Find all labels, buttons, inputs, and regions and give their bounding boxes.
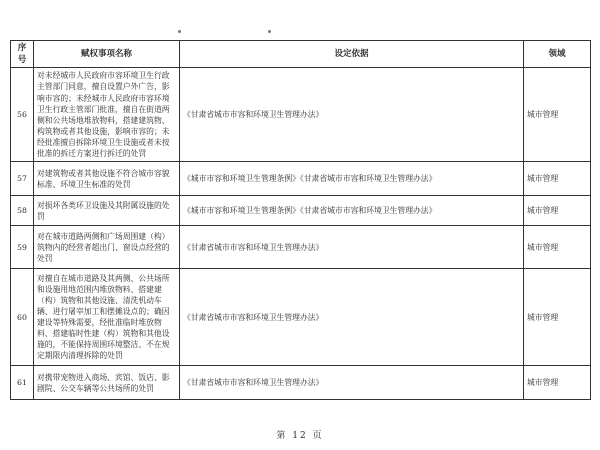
scan-dot — [178, 30, 181, 33]
domain-cell: 城市管理 — [524, 68, 591, 162]
row-number: 56 — [11, 68, 34, 162]
table-row — [11, 162, 591, 196]
legal-basis: 《甘肃省城市市容和环境卫生管理办法》 — [180, 68, 524, 162]
legal-basis: 《甘肃省城市市容和环境卫生管理办法》 — [180, 226, 524, 269]
domain-cell: 城市管理 — [524, 196, 591, 226]
scan-dot — [268, 30, 271, 33]
row-number: 58 — [11, 196, 34, 226]
row-number: 59 — [11, 226, 34, 269]
authority-table — [10, 40, 591, 400]
item-name: 对未经城市人民政府市容环境卫生行政主管部门同意，擅自设置户外广告，影响市容的；未经城市人民政府市容环境卫生行政主管部门批准，擅自在街道两侧和公共场地堆放物料，搭建建筑物、构筑物或者其他设施，影响市容的；未经批准擅自拆除环境卫生设施或者未按批准的拆迁方案进行拆迁的处罚 — [34, 68, 180, 162]
header-domain: 领域 — [524, 41, 591, 68]
legal-basis: 《城市市容和环境卫生管理条例》《甘肃省城市市容和环境卫生管理办法》 — [180, 196, 524, 226]
item-name: 对擅自在城市道路及其两侧、公共场所和设施用地范围内堆放物料、搭建建（构）筑物和其他设施、清洗机动车辆、进行屠宰加工和摆摊设点的；确因建设等特殊需要，经批准临时堆放物料、搭建临时性建（构）筑物和其他设施的，不能保持周围环境整洁、不在规定期限内清理拆除的处罚 — [34, 269, 180, 366]
legal-basis: 《甘肃省城市市容和环境卫生管理办法》 — [180, 366, 524, 400]
table-row — [11, 196, 591, 226]
table-row — [11, 366, 591, 400]
scan-marks — [0, 30, 600, 40]
row-number: 60 — [11, 269, 34, 366]
header-no: 序号 — [11, 41, 34, 68]
table-row — [11, 226, 591, 269]
legal-basis: 《城市市容和环境卫生管理条例》《甘肃省城市市容和环境卫生管理办法》 — [180, 162, 524, 196]
item-name: 对携带宠物进入商场、宾馆、饭店、影剧院、公交车辆等公共场所的处罚 — [34, 366, 180, 400]
item-name: 对在城市道路两侧和广场周围建（构）筑物内的经营者超出门、窗设点经营的处罚 — [34, 226, 180, 269]
table-row — [11, 68, 591, 162]
table-header-row — [11, 41, 591, 68]
header-name: 赋权事项名称 — [34, 41, 180, 68]
domain-cell: 城市管理 — [524, 366, 591, 400]
row-number: 61 — [11, 366, 34, 400]
domain-cell: 城市管理 — [524, 269, 591, 366]
legal-basis: 《甘肃省城市市容和环境卫生管理办法》 — [180, 269, 524, 366]
item-name: 对损坏各类环卫设施及其附属设施的处罚 — [34, 196, 180, 226]
page-number: 第 12 页 — [276, 431, 324, 441]
header-basis: 设定依据 — [180, 41, 524, 68]
domain-cell: 城市管理 — [524, 226, 591, 269]
item-name: 对建筑物或者其他设施不符合城市容貌标准、环境卫生标准的处罚 — [34, 162, 180, 196]
table-row — [11, 269, 591, 366]
row-number: 57 — [11, 162, 34, 196]
domain-cell: 城市管理 — [524, 162, 591, 196]
